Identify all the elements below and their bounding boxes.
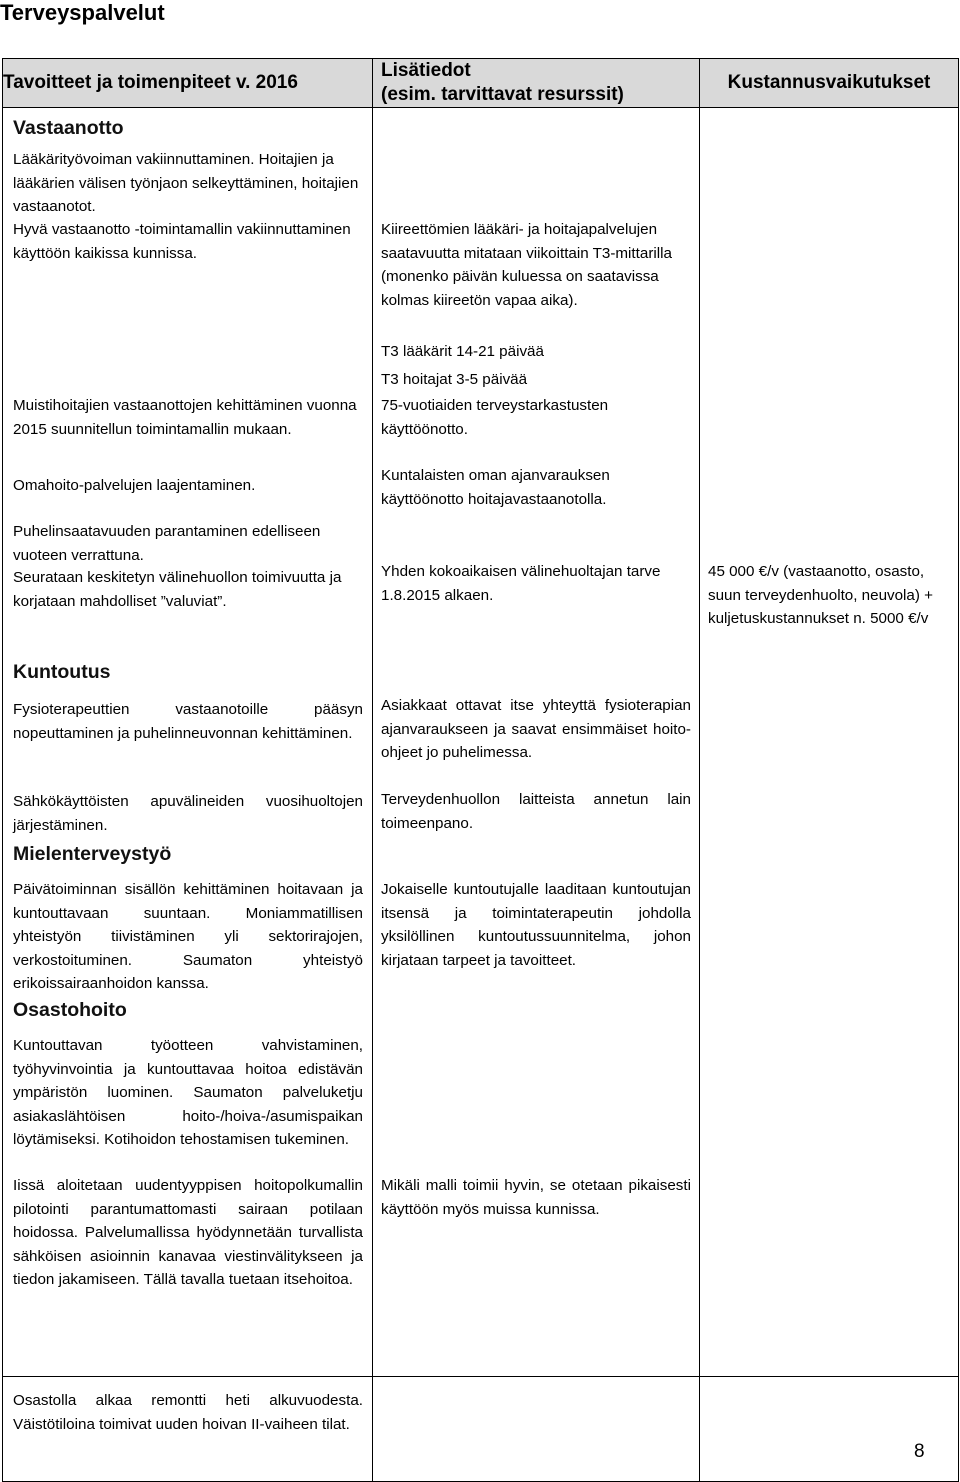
goal-text: Hyvä vastaanotto -toimintamallin vakiinnuttaminen käyttöön kaikissa kunnissa. [13,221,351,262]
goals-table [2,58,959,1482]
info-text: T3 hoitajat 3-5 päivää [381,371,528,388]
goals-cell [3,1377,373,1482]
info-text: Mikäli malli toimii hyvin, se otetaan pikaisesti käyttöön myös muissa kunnissa. [381,1177,691,1218]
goal-text: Sähkökäyttöisten apuvälineiden vuosihuoltojen järjestäminen. [13,793,363,834]
info-text: Terveydenhuollon laitteista annetun lain toimeenpano. [381,791,691,832]
goal-text: Muistihoitajien vastaanottojen kehittäminen vuonna 2015 suunnitellun toimintamallin mukaan. [13,397,357,438]
info-text: Kiireettömien lääkäri- ja hoitajapalvelujen saatavuutta mitataan viikoittain T3-mittarilla (monenko päivän kuluessa on saatavissa kolmas kiireetön vapaa aika). [381,221,672,309]
cost-effects-cell [700,1377,959,1482]
cost-effects-cell [700,108,959,1377]
table-header-row [3,59,959,108]
goal-text: Fysioterapeuttien vastaanotoille pääsyn nopeuttaminen ja puhelinneuvonnan kehittäminen. [13,701,363,742]
additional-info-cell [373,1377,700,1482]
info-text: 75-vuotiaiden terveystarkastusten käyttöönotto. [381,397,609,438]
cost-text: 45 000 €/v (vastaanotto, osasto, suun terveydenhuolto, neuvola) + kuljetuskustannukset n. 5000 €/v [708,563,934,627]
info-text: Jokaiselle kuntoutujalle laaditaan kuntoutujan itsensä ja toimintaterapeutin johdolla yksilöllinen kuntoutussuunnitelma, johon kirjataan tarpeet ja tavoitteet. [381,881,691,969]
goal-text: Osastolla alkaa remontti heti alkuvuodesta. Väistötiloina toimivat uuden hoivan II-vaiheen tilat. [13,1392,363,1433]
goal-text: Puhelinsaatavuuden parantaminen edelliseen vuoteen verrattuna. [13,523,321,564]
section-vastaanotto: Vastaanotto [13,117,124,139]
goal-text: Seurataan keskitetyn välinehuollon toimivuutta ja korjataan mahdolliset ”valuviat”. [13,569,342,610]
info-text: T3 lääkärit 14-21 päivää [381,343,544,360]
goal-text: Päivätoiminnan sisällön kehittäminen hoitavaan ja kuntouttavaan suuntaan. Moniammatillisen yhteistyön tiivistäminen yli sektorirajojen, verkostoituminen. Saumaton yhteistyö erikoissairaanhoidon kanssa. [13,881,363,992]
section-kuntoutus: Kuntoutus [13,661,111,683]
header-goals: Tavoitteet ja toimenpiteet v. 2016 [3,59,373,108]
info-text: Asiakkaat ottavat itse yhteyttä fysioterapian ajanvaraukseen ja saavat ensimmäiset hoito-ohjeet jo puhelimessa. [381,697,691,761]
header-cost-effects: Kustannusvaikutukset [700,59,959,108]
info-text: Kuntalaisten oman ajanvarauksen käyttöönotto hoitajavastaanotolla. [381,467,610,508]
info-text: Yhden kokoaikaisen välinehuoltajan tarve 1.8.2015 alkaen. [381,563,661,604]
section-mielenterveystyo: Mielenterveystyö [13,843,172,865]
page-number: 8 [914,1441,925,1462]
page-heading: Terveyspalvelut [0,0,165,25]
header-additional-info [373,59,700,108]
goal-text: Omahoito-palvelujen laajentaminen. [13,477,256,494]
goals-cell [3,108,373,1377]
additional-info-cell [373,108,700,1377]
goal-text: Lääkärityövoiman vakiinnuttaminen. Hoitajien ja lääkärien välisen työnjaon selkeyttäminen, hoitajien vastaanotot. [13,151,359,215]
section-osastohoito: Osastohoito [13,999,127,1021]
goal-text: Kuntouttavan työotteen vahvistaminen, työhyvinvointia ja kuntouttavaa hoitoa edistävän ympäristön luominen. Saumaton palveluketju asiakaslähtöisen hoito-/hoiva-/asumispaikan löytämiseksi. Kotihoidon tehostamisen tukeminen. [13,1037,363,1148]
header-additional-info-line2: (esim. tarvittavat resurssit) [381,84,624,105]
header-additional-info-line1: Lisätiedot [381,60,471,81]
goal-text: Iissä aloitetaan uudentyyppisen hoitopolkumallin pilotointi parantumattomasti sairaan potilaan hoidossa. Palvelumallissa hyödynnetään turvallista sähköisen asioinnin kanavaa viestinvälitykseen ja tiedon jakamiseen. Tällä tavalla tuetaan itsehoitoa. [13,1177,363,1288]
table-row [3,1377,959,1482]
table-row [3,108,959,1377]
